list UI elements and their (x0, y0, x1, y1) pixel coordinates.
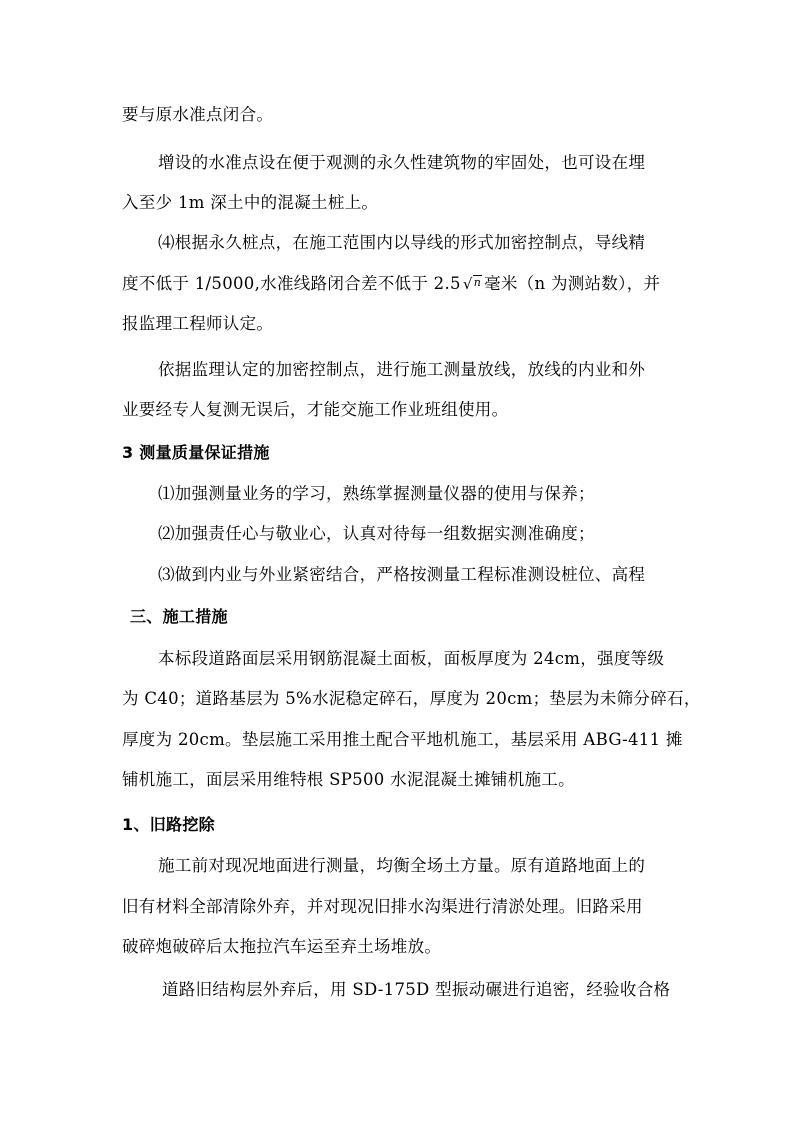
radicand: n (473, 276, 482, 289)
paragraph-line: 旧有材料全部清除外弃，并对现况旧排水沟渠进行清淤处理。旧路采用 (122, 897, 643, 916)
list-item: ⑴加强测量业务的学习，熟练掌握测量仪器的使用与保养； (158, 484, 595, 503)
paragraph-line: 入至少 1m 深土中的混凝土桩上。 (122, 193, 379, 212)
text-segment: 度不低于 1/5000,水准线路闭合差不低于 2.5 (122, 274, 461, 293)
paragraph-line: 要与原水准点闭合。 (122, 105, 274, 124)
paragraph-line: 为 C40；道路基层为 5%水泥稳定碎石，厚度为 20cm；垫层为未筛分碎石， (122, 689, 701, 708)
paragraph-line: 破碎炮破碎后太拖拉汽车运至弃土场堆放。 (122, 937, 442, 956)
paragraph-line: 铺机施工，面层采用维特根 SP500 水泥混凝土摊铺机施工。 (122, 770, 575, 789)
list-item: ⑵加强责任心与敬业心，认真对待每一组数据实测准确度； (158, 524, 595, 543)
radical-sign: √ (462, 275, 473, 293)
paragraph-line: ⑷根据永久桩点，在施工范围内以导线的形式加密控制点，导线精 (158, 233, 646, 252)
paragraph-line: 施工前对现况地面进行测量，均衡全场土方量。原有道路地面上的 (158, 856, 646, 875)
paragraph-line-with-formula (122, 272, 712, 296)
paragraph-line: 依据监理认定的加密控制点，进行施工测量放线，放线的内业和外 (158, 360, 646, 379)
section-heading: 1、旧路挖除 (122, 815, 215, 834)
paragraph-line: 业要经专人复测无误后，才能交施工作业班组使用。 (122, 400, 509, 419)
paragraph-line: 增设的水准点设在便于观测的永久性建筑物的牢固处，也可设在埋 (158, 153, 646, 172)
sqrt-n-formula (463, 272, 482, 296)
paragraph-line: 报监理工程师认定。 (122, 314, 274, 333)
text-segment: 毫米（n 为测站数），并 (484, 274, 661, 293)
section-heading: 三、施工措施 (130, 607, 228, 626)
paragraph-line: 本标段道路面层采用钢筋混凝土面板，面板厚度为 24cm，强度等级 (158, 649, 665, 668)
list-item: ⑶做到内业与外业紧密结合，严格按测量工程标准测设桩位、高程 (158, 565, 646, 584)
section-heading: 3 测量质量保证措施 (122, 443, 270, 462)
paragraph-line: 道路旧结构层外弃后，用 SD-175D 型振动碾进行追密，经验收合格 (162, 980, 671, 999)
paragraph-line: 厚度为 20cm。垫层施工采用推土配合平地机施工，基层采用 ABG-411 摊 (122, 730, 683, 749)
